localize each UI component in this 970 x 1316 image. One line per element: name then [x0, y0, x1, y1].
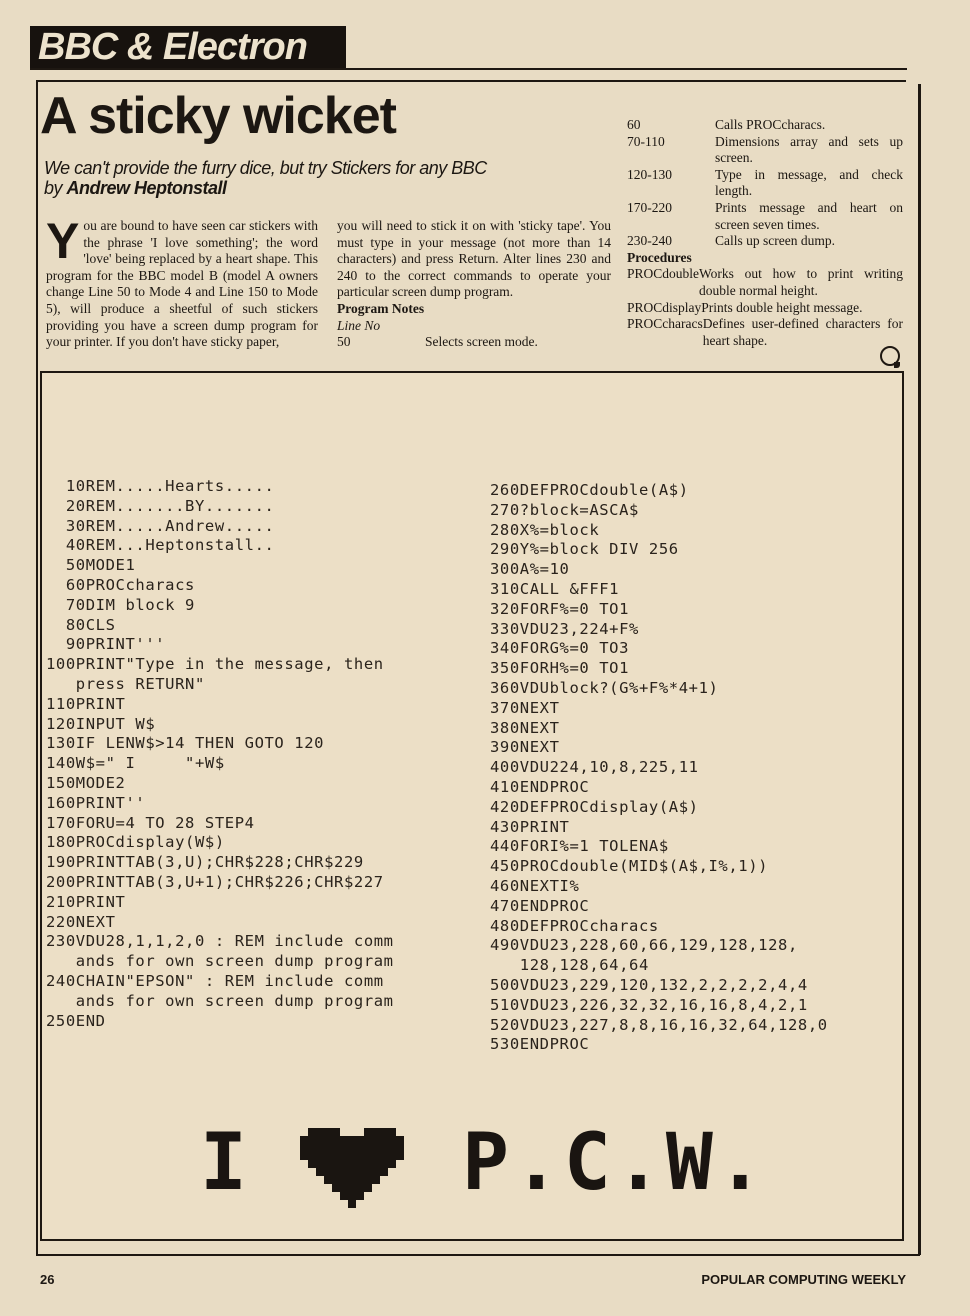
article-column-2	[337, 218, 611, 351]
note-text: Calls up screen dump.	[715, 233, 835, 249]
procedure-text: Defines user-defined characters for heart shape.	[702, 316, 903, 348]
code-line: 120INPUT W$	[46, 714, 156, 733]
program-listing-left	[46, 477, 476, 1031]
standfirst	[44, 158, 564, 198]
code-line: 450PROCdouble(MID$(A$,I%,1))	[490, 857, 769, 876]
note-row	[627, 117, 903, 134]
note-text: Prints message and heart on screen seven times.	[715, 199, 903, 232]
code-line: press RETURN"	[46, 674, 205, 693]
header-rule	[36, 80, 906, 82]
drop-cap: Y	[46, 213, 80, 269]
code-line: 380NEXT	[490, 718, 560, 737]
code-line: 70DIM block 9	[46, 595, 195, 614]
code-line: 110PRINT	[46, 694, 126, 713]
note-line: 60	[627, 117, 641, 132]
code-line: 180PROCdisplay(W$)	[46, 833, 225, 852]
note-row	[627, 200, 903, 233]
code-line: 50MODE1	[46, 556, 136, 575]
note-line: 230-240	[627, 233, 672, 249]
code-line: 220NEXT	[46, 912, 116, 931]
column-1-text: ou are bound to have seen car stickers with the phrase 'I love something'; the word 'love' being replaced by a heart shape. This program for the BBC model B (model A owners change Line 50 to Mode 4 and Line 150 to Mode 5), will produce a sheetful of such stickers providing you have a screen dump program for your printer. If you don't have sticky paper,	[46, 218, 318, 350]
bottom-rule	[36, 1254, 920, 1256]
code-line: ands for own screen dump program	[46, 991, 394, 1010]
section-tag: BBC & Electron	[30, 26, 346, 68]
code-line: 250END	[46, 1011, 106, 1030]
code-line: 190PRINTTAB(3,U);CHR$228;CHR$229	[46, 853, 364, 872]
article-column-1	[46, 213, 318, 351]
procedure-name: PROCcharacs	[627, 316, 703, 332]
note-row	[627, 134, 903, 167]
code-line: 128,128,64,64	[490, 956, 649, 975]
note-line: 70-110	[627, 133, 665, 149]
code-line: 310CALL &FFF1	[490, 579, 620, 598]
code-line: 480DEFPROCcharacs	[490, 916, 659, 935]
byline-prefix: by	[44, 178, 67, 198]
code-line: 370NEXT	[490, 698, 560, 717]
article-headline: A sticky wicket	[40, 87, 396, 145]
code-line: 300A%=10	[490, 560, 570, 579]
sticker-output	[200, 1118, 768, 1208]
column-2-text: you will need to stick it on with 'sticky tape'. You must type in your message (not more than 14 characters) and press Return. Alter lines 230 and 240 to the correct commands to operate your particular screen dump program.	[337, 218, 611, 300]
byline-author: Andrew Heptonstall	[66, 178, 227, 198]
procedure-text: Prints double height message.	[701, 299, 863, 315]
code-line: 270?block=ASCA$	[490, 500, 639, 519]
note-text: Dimensions array and sets up screen.	[715, 133, 903, 166]
note-row	[627, 233, 903, 250]
note-line: 50	[337, 334, 351, 350]
note-text: Calls PROCcharacs.	[715, 117, 826, 132]
sticker-word-i: I	[200, 1118, 251, 1208]
magazine-name: POPULAR COMPUTING WEEKLY	[701, 1272, 906, 1287]
procedure-row	[627, 266, 903, 299]
code-line: 10REM.....Hearts.....	[46, 477, 275, 495]
left-border	[36, 80, 38, 1255]
code-line: ands for own screen dump program	[46, 952, 394, 971]
right-border	[918, 84, 921, 1255]
code-line: 60PROCcharacs	[46, 575, 195, 594]
code-line: 280X%=block	[490, 520, 600, 539]
code-line: 290Y%=block DIV 256	[490, 540, 679, 559]
procedure-row	[627, 316, 903, 349]
note-text: Type in message, and check length.	[715, 166, 903, 199]
code-line: 410ENDPROC	[490, 777, 590, 796]
code-line: 200PRINTTAB(3,U+1);CHR$226;CHR$227	[46, 872, 384, 891]
code-line: 80CLS	[46, 615, 116, 634]
standfirst-text: We can't provide the furry dice, but try Stickers for any BBC	[44, 158, 487, 178]
code-line: 130IF LENW$>14 THEN GOTO 120	[46, 734, 325, 753]
note-line: 170-220	[627, 199, 672, 215]
note-text: Selects screen mode.	[425, 334, 538, 350]
note-line: 120-130	[627, 166, 672, 182]
top-rule	[30, 68, 907, 70]
end-mark-icon	[880, 346, 900, 366]
code-line: 500VDU23,229,120,132,2,2,2,2,4,4	[490, 975, 808, 994]
code-line: 230VDU28,1,1,2,0 : REM include comm	[46, 932, 394, 951]
code-line: 440FORI%=1 TOLENA$	[490, 837, 669, 856]
procedure-name: PROCdisplay	[627, 299, 702, 315]
code-line: 350FORH%=0 TO1	[490, 659, 630, 678]
code-line: 160PRINT''	[46, 793, 146, 812]
code-line: 390NEXT	[490, 738, 560, 757]
program-listing-right	[490, 481, 900, 1055]
code-line: 210PRINT	[46, 892, 126, 911]
code-line: 530ENDPROC	[490, 1035, 590, 1054]
code-line: 240CHAIN"EPSON" : REM include comm	[46, 971, 384, 990]
code-line: 430PRINT	[490, 817, 570, 836]
code-line: 170FORU=4 TO 28 STEP4	[46, 813, 255, 832]
procedure-row	[627, 300, 903, 317]
code-line: 20REM.......BY.......	[46, 496, 275, 515]
code-line: 40REM...Heptonstall..	[46, 536, 275, 555]
page-number: 26	[40, 1272, 55, 1287]
code-line: 400VDU224,10,8,225,11	[490, 758, 699, 777]
program-notes-heading: Program Notes	[337, 300, 425, 316]
code-line: 100PRINT"Type in the message, then	[46, 655, 384, 674]
code-line: 30REM.....Andrew.....	[46, 516, 275, 535]
code-line: 320FORF%=0 TO1	[490, 599, 630, 618]
code-line: 460NEXTI%	[490, 876, 580, 895]
line-no-heading: Line No	[337, 317, 381, 333]
code-line: 360VDUblock?(G%+F%*4+1)	[490, 678, 719, 697]
code-line: 260DEFPROCdouble(A$)	[490, 481, 689, 499]
procedures-heading: Procedures	[627, 249, 692, 265]
sticker-word-pcw: P.C.W.	[462, 1118, 768, 1208]
program-notes-table	[627, 117, 903, 349]
code-line: 510VDU23,226,32,32,16,16,8,4,2,1	[490, 995, 808, 1014]
note-row	[627, 167, 903, 200]
code-line: 420DEFPROCdisplay(A$)	[490, 797, 699, 816]
code-line: 330VDU23,224+F%	[490, 619, 639, 638]
code-line: 90PRINT'''	[46, 635, 166, 654]
code-line: 340FORG%=0 TO3	[490, 639, 630, 658]
procedure-text: Works out how to print writing double normal height.	[699, 266, 903, 298]
note-row	[337, 334, 611, 351]
heart-icon	[300, 1128, 404, 1208]
procedure-name: PROCdouble	[627, 266, 700, 282]
code-line: 150MODE2	[46, 773, 126, 792]
code-line: 490VDU23,228,60,66,129,128,128,	[490, 936, 798, 955]
code-line: 470ENDPROC	[490, 896, 590, 915]
code-line: 140W$=" I "+W$	[46, 754, 225, 773]
code-line: 520VDU23,227,8,8,16,16,32,64,128,0	[490, 1015, 828, 1034]
